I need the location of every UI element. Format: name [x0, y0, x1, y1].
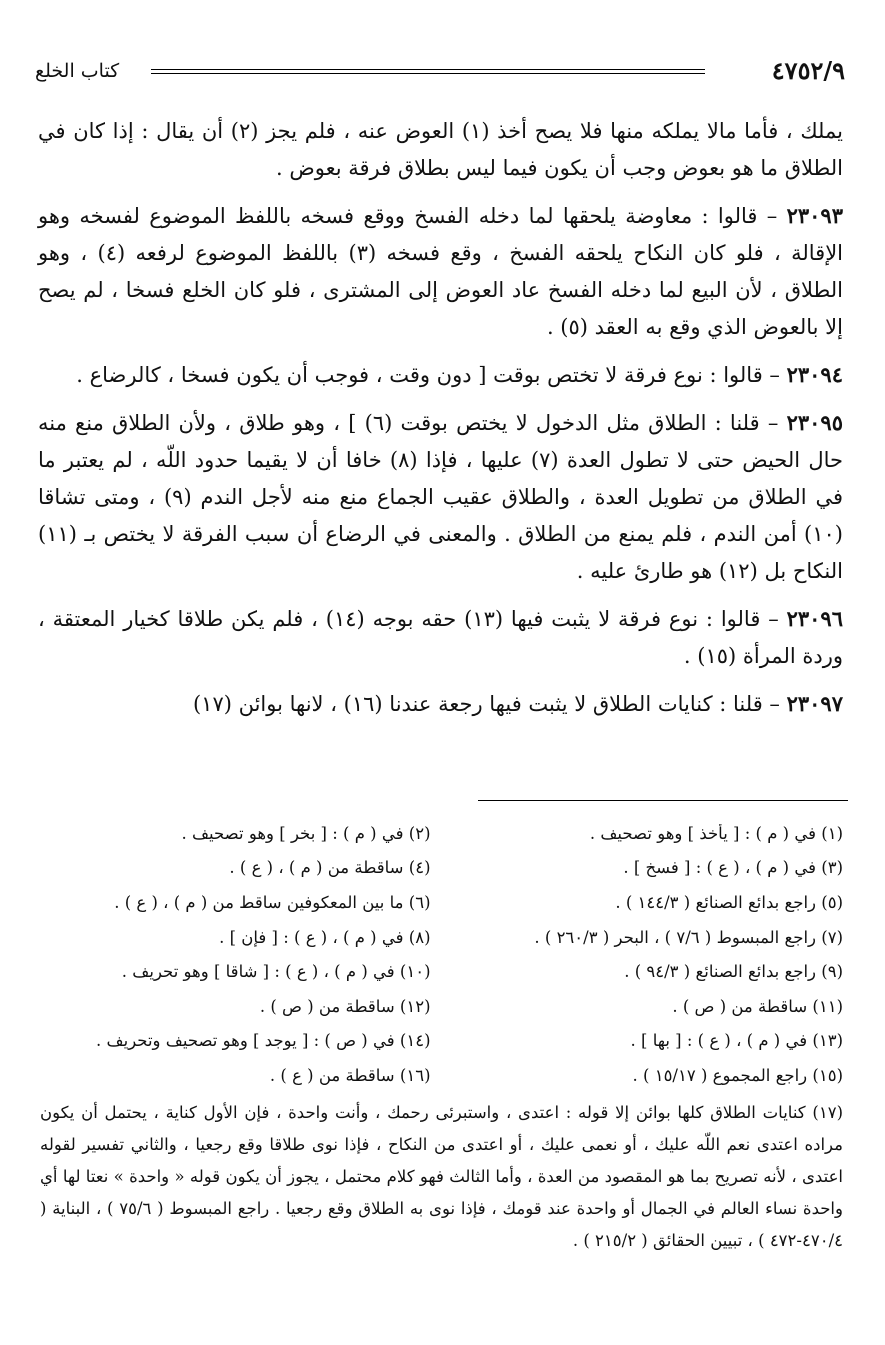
paragraph-text: – قالوا : نوع فرقة لا يثبت فيها (١٣) حقه بوجه (١٤) ، فلم يكن طلاقا كخيار المعتقة ، وردة المرأة (١٥) . [38, 607, 843, 668]
header-rule [151, 69, 705, 74]
paragraph [38, 112, 843, 187]
footnote-separator [478, 800, 848, 801]
page-number: ٤٧٥٢/٩ [771, 56, 845, 85]
footnote: (١٦) ساقطة من ( ع ) . [269, 1065, 431, 1085]
footnote: (١) في ( م ) : [ يأخذ ] وهو تصحيف . [589, 823, 843, 843]
paragraph [38, 197, 843, 346]
footnote: (١٤) في ( ص ) : [ يوجد ] وهو تصحيف وتحريف . [96, 1031, 431, 1051]
paragraph-number: ٢٣٠٩٦ [786, 606, 843, 631]
footnote-row [40, 920, 843, 955]
footnote-row [40, 816, 843, 851]
footnote-row [40, 989, 843, 1024]
paragraph-number: ٢٣٠٩٥ [786, 410, 843, 435]
footnote: (١١) ساقطة من ( ص ) . [672, 996, 843, 1016]
footnote-row [40, 954, 843, 989]
paragraph-number: ٢٣٠٩٤ [786, 362, 843, 387]
footnote: (٢) في ( م ) : [ بخر ] وهو تصحيف . [181, 823, 431, 843]
footnote: (٩) راجع بدائع الصنائع ( ٩٤/٣ ) . [624, 962, 843, 982]
footnote: (٨) في ( م ) ، ( ع ) : [ فإن ] . [219, 927, 431, 947]
paragraph [38, 356, 843, 394]
footnote-row [40, 885, 843, 920]
page-header [35, 56, 845, 92]
footnote-row [40, 1024, 843, 1059]
footnotes [40, 816, 843, 1093]
paragraph [38, 685, 843, 723]
paragraph-text: يملك ، فأما مالا يملكه منها فلا يصح أخذ (١) العوض عنه ، فلم يجز (٢) أن يقال : إذا كان في الطلاق ما هو بعوض وجب أن يكون فيما ليس بطلاق فرقة بعوض . [38, 119, 843, 180]
footnote: (٤) ساقطة من ( م ) ، ( ع ) . [229, 858, 431, 878]
paragraph [38, 600, 843, 675]
footnote: (٧) راجع المبسوط ( ٧/٦ ) ، البحر ( ٢٦٠/٣ ) . [534, 927, 843, 947]
paragraph-number: ٢٣٠٩٣ [786, 203, 843, 228]
paragraph-text: – قلنا : كنايات الطلاق لا يثبت فيها رجعة عندنا (١٦) ، لانها بوائن (١٧) [192, 692, 787, 716]
footnote: (١٣) في ( م ) ، ( ع ) : [ بها ] . [630, 1031, 843, 1051]
paragraph [38, 404, 843, 590]
footnote: (٦) ما بين المعكوفين ساقط من ( م ) ، ( ع ) . [114, 892, 431, 912]
footnote: (٥) راجع بدائع الصنائع ( ١٤٤/٣ ) . [615, 892, 843, 912]
footnote: (١٥) راجع المجموع ( ١٥/١٧ ) . [632, 1065, 843, 1085]
footnote-long: (١٧) كنايات الطلاق كلها بوائن إلا قوله : اعتدى ، واستبرئى رحمك ، وأنت واحدة ، فإن الأول كناية ، يحتمل أن يكون مراده اعتدى نعم اللّه عليك ، أو نعمى عليك ، أو اعتدى من النكاح ، فإذا نوى طلاقا وقع رجعيا ، والثاني تفسير لقوله اعتدى ، لأنه تصريح بما هو المقصود من العدة ، وأما الثالث فهو كلام محتمل ، يجوز أن يكون قوله « واحدة » نعتا لها أي واحدة نساء العالم في الجمال أو واحدة عند قومك ، فإذا نوى به الطلاق وقع رجعيا . راجع المبسوط ( ٧٥/٦ ) ، البناية ( ٤٧٠/٤-٤٧٢ ) ، تبيين الحقائق ( ٢١٥/٢ ) . [40, 1103, 843, 1250]
main-text [38, 112, 843, 733]
footnote: (١٠) في ( م ) ، ( ع ) : [ شاقا ] وهو تحريف . [121, 962, 431, 982]
paragraph-text: – قلنا : الطلاق مثل الدخول لا يختص بوقت (٦) ] ، وهو طلاق ، ولأن الطلاق منع منه حال الحيض حتى لا تطول العدة (٧) عليها ، فإذا (٨) خافا أن لا يقيما حدود اللّه ، لم يعتبر ما في الطلاق من تطويل العدة ، والطلاق عقيب الجماع منع منه لأجل الندم (٩) ، ومتى تشاقا (١٠) أمن الندم ، فلم يمنع من الطلاق . والمعنى في الرضاع أن سبب الفرقة لا يختص بـ (١١) النكاح بل (١٢) هو طارئ عليه . [38, 411, 843, 583]
running-title: كتاب الخلع [35, 60, 120, 82]
paragraph-text: – قالوا : نوع فرقة لا تختص بوقت [ دون وقت ، فوجب أن يكون فسخا ، كالرضاع . [76, 363, 787, 387]
footnote-row [40, 851, 843, 886]
paragraph-number: ٢٣٠٩٧ [786, 691, 843, 716]
footnote: (١٢) ساقطة من ( ص ) . [259, 996, 431, 1016]
footnote-row [40, 1058, 843, 1093]
footnote: (٣) في ( م ) ، ( ع ) : [ فسخ ] . [623, 858, 843, 878]
paragraph-text: – قالوا : معاوضة يلحقها لما دخله الفسخ ووقع فسخه باللفظ الموضوع لفسخه وهو الإقالة ، فلو كان النكاح يلحقه الفسخ ، وقع فسخه (٣) باللفظ الموضوع لرفعه (٤) ، وهو الطلاق ، لأن البيع لما دخله الفسخ عاد العوض إلى المشترى ، فلو كان الخلع فسخا ، لم يصح إلا بالعوض الذي وقع به العقد (٥) . [38, 204, 844, 339]
